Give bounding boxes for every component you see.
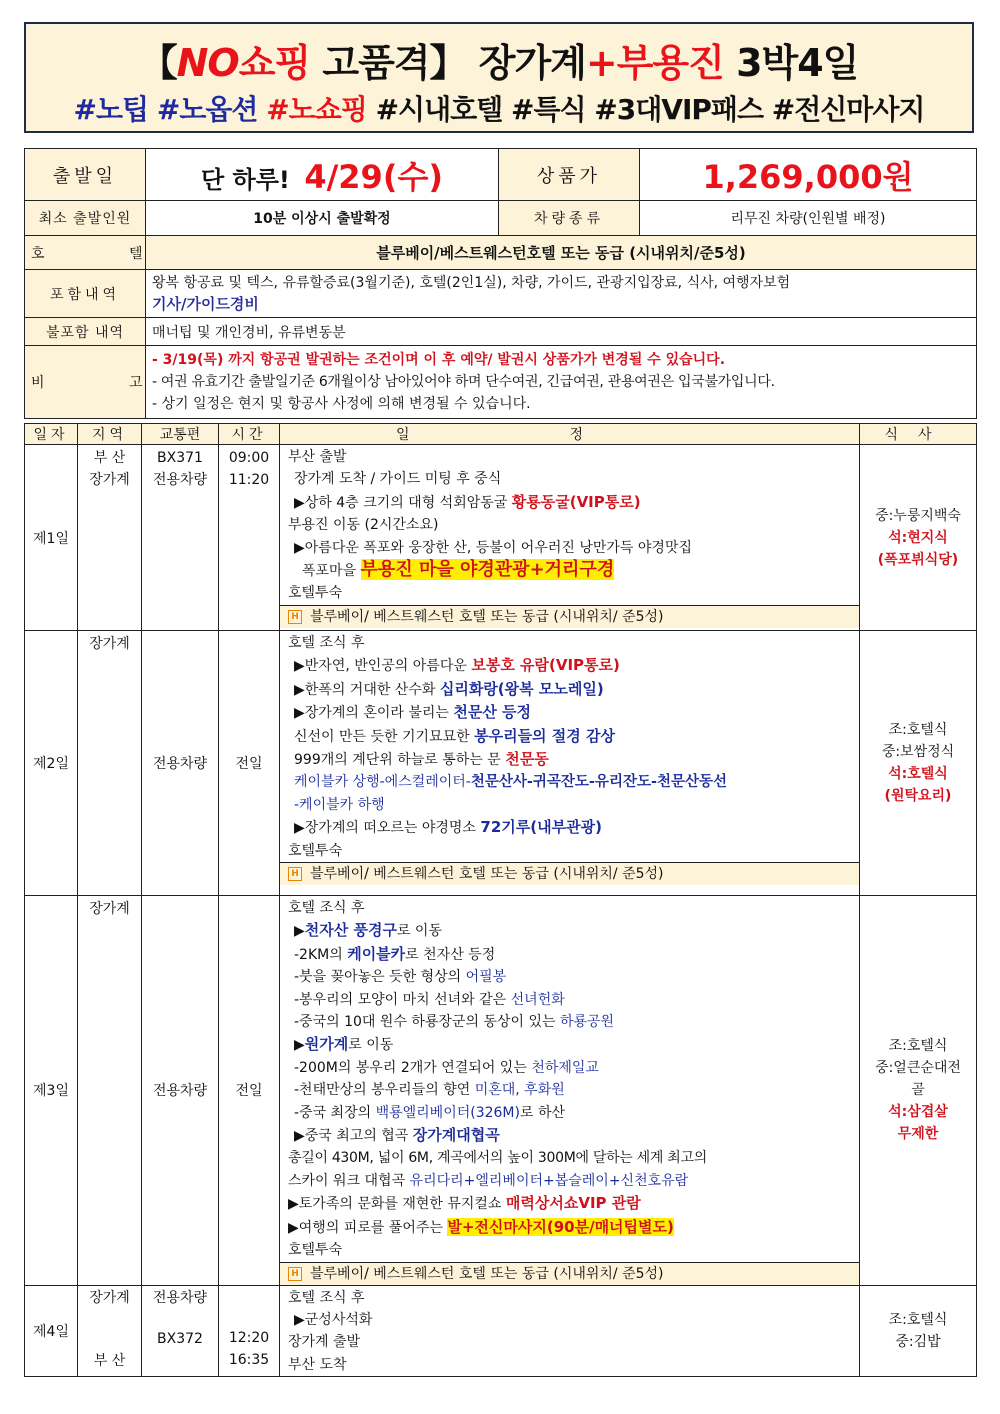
tag: #3대VIP패스	[594, 93, 763, 126]
min-people-label: 최소 출발인원	[25, 201, 146, 236]
col-itinerary: 일정	[280, 424, 860, 445]
product-info-table	[24, 148, 977, 419]
meal: 조:호텔식 중:김밥	[860, 1285, 977, 1377]
tag: #노옵션	[156, 93, 258, 126]
tag: #노쇼핑	[266, 93, 367, 126]
title-banner	[24, 22, 974, 133]
region: 장가계 부 산	[78, 1285, 142, 1377]
col-region: 지역	[78, 424, 142, 445]
hotel-line: H 블루베이/ 베스트웨스턴 호텔 또는 동급 (시내위치/ 준5성)	[280, 862, 859, 885]
transport: 전용차량 BX372	[142, 1285, 219, 1377]
day-label: 제1일	[25, 445, 78, 631]
itinerary: 호텔 조식 후 ▶군성사석화 장가계 출발 부산 도착	[280, 1285, 860, 1377]
note-value: - 3/19(목) 까지 항공권 발권하는 조건이며 이 후 예약/ 발권시 상품가가 변경될 수 있습니다. - 여권 유효기간 출발일기준 6개월이상 남아있어야 하며 단수여권, 긴급여권, 관용여권은 입국불가입니다. - 상기 일정은 현지 및 항공사 사정에 의해 변경될 수 있습니다.	[146, 346, 977, 419]
hotel-icon: H	[288, 867, 302, 881]
meal: 조:호텔식 중:얼큰순대전 골 석:삼겹살 무제한	[860, 896, 977, 1286]
region: 부 산 장가계	[78, 445, 142, 631]
hotel-line: H 블루베이/ 베스트웨스턴 호텔 또는 동급 (시내위치/ 준5성)	[280, 1262, 859, 1285]
hashtag-line	[26, 88, 972, 128]
tag: #노팁	[73, 93, 149, 126]
meal: 중:누룽지백숙 석:현지식 (폭포뷔식당)	[860, 445, 977, 631]
hotel-icon: H	[288, 610, 302, 624]
include-label: 포함내역	[25, 270, 146, 318]
hotel-label: 호 텔	[25, 236, 146, 270]
col-meal: 식사	[860, 424, 977, 445]
day-row	[25, 1285, 977, 1377]
car-label: 차량종류	[499, 201, 640, 236]
time: 12:20 16:35	[219, 1285, 280, 1377]
main-title: 【NO쇼핑 고품격】 장가계+부용진 3박4일	[139, 41, 859, 85]
col-transport: 교통편	[142, 424, 219, 445]
exclude-label: 불포함 내역	[25, 318, 146, 346]
depart-label: 출발일	[25, 149, 146, 201]
price-value: 1,269,000원	[640, 149, 977, 201]
col-date: 일자	[25, 424, 78, 445]
min-people-value: 10분 이상시 출발확정	[146, 201, 499, 236]
itinerary: 호텔 조식 후 ▶천자산 풍경구로 이동 -2KM의 케이블카로 천자산 등정 -붓을 꽂아놓은 듯한 형상의 어필봉 -봉우리의 모양이 마치 선녀와 같은 선녀헌화 -중국의 10대 원수 하룡장군의 동상이 있는 하룡공원 ▶원가계로 이동 -200M의 봉우리 2개가 연결되어 있는 천하제일교 -천태만상의 봉우리들의 향연 미혼대, 후화원 -중국 최장의 백룡엘리베이터(326M)로 하산 ▶중국 최고의 협곡 장가계대협곡 총길이 430M, 넓이 6M, 계곡에서의 높이 300M에 달하는 세계 최고의 스카이 워크 대협곡 유리다리+엘리베이터+봅슬레이+신천호유람 ▶토가족의 문화를 재현한 뮤지컬쇼 매력상서쇼VIP 관람 ▶여행의 피로를 풀어주는 발+전신마사지(90분/매너팁별도) 호텔투숙 H 블루베이/ 베스트웨스턴 호텔 또는 동급 (시내위치/ 준5성)	[280, 896, 860, 1286]
time: 09:00 11:20	[219, 445, 280, 631]
car-value: 리무진 차량(인원별 배정)	[640, 201, 977, 236]
transport: 전용차량	[142, 896, 219, 1286]
note-label: 비 고	[25, 346, 146, 419]
tag: #특식	[510, 93, 586, 126]
hotel-line: H 블루베이/ 베스트웨스턴 호텔 또는 동급 (시내위치/ 준5성)	[280, 605, 859, 628]
itinerary: 호텔 조식 후 ▶반자연, 반인공의 아름다운 보봉호 유람(VIP통로) ▶한폭의 거대한 산수화 십리화랑(왕복 모노레일) ▶장가계의 혼이라 불리는 천문산 등정 신선이 만든 듯한 기기묘묘한 봉우리들의 절경 감상 999개의 계단위 하늘로 통하는 문 천문동 케이블카 상행-에스컬레이터-천문산사-귀곡잔도-유리잔도-천문산동선 -케이블카 하행 ▶장가계의 떠오르는 야경명소 72기루(내부관광) 호텔투숙 H 블루베이/ 베스트웨스턴 호텔 또는 동급 (시내위치/ 준5성)	[280, 631, 860, 896]
price-label: 상품가	[499, 149, 640, 201]
exclude-value: 매너팁 및 개인경비, 유류변동분	[146, 318, 977, 346]
depart-date: 단 하루! 4/29(수)	[146, 149, 499, 201]
region: 장가계	[78, 896, 142, 1286]
day-label: 제3일	[25, 896, 78, 1286]
itinerary: 부산 출발 장가계 도착 / 가이드 미팅 후 중식 ▶상하 4층 크기의 대형 석회암동굴 황룡동굴(VIP통로) 부용진 이동 (2시간소요) ▶아름다운 폭포와 웅장한 산, 등불이 어우러진 낭만가득 야경맛집 폭포마을 부용진 마을 야경관광+거리구경 호텔투숙 H 블루베이/ 베스트웨스턴 호텔 또는 동급 (시내위치/ 준5성)	[280, 445, 860, 631]
meal: 조:호텔식 중:보쌈정식 석:호텔식 (원탁요리)	[860, 631, 977, 896]
col-time: 시간	[219, 424, 280, 445]
day-label: 제2일	[25, 631, 78, 896]
day-row	[25, 631, 977, 896]
day-row	[25, 445, 977, 631]
include-value: 왕복 항공료 및 텍스, 유류할증료(3월기준), 호텔(2인1실), 차량, 가이드, 관광지입장료, 식사, 여행자보험 기사/가이드경비	[146, 270, 977, 318]
transport: BX371 전용차량	[142, 445, 219, 631]
hotel-icon: H	[288, 1267, 302, 1281]
hotel-value: 블루베이/베스트웨스턴호텔 또는 동급 (시내위치/준5성)	[146, 236, 977, 270]
time: 전일	[219, 896, 280, 1286]
transport: 전용차량	[142, 631, 219, 896]
tag: #전신마사지	[771, 93, 925, 126]
itinerary-table	[24, 423, 977, 1377]
region: 장가계	[78, 631, 142, 896]
tag: #시내호텔	[375, 93, 503, 126]
time: 전일	[219, 631, 280, 896]
day-row	[25, 896, 977, 1286]
day-label: 제4일	[25, 1285, 78, 1377]
